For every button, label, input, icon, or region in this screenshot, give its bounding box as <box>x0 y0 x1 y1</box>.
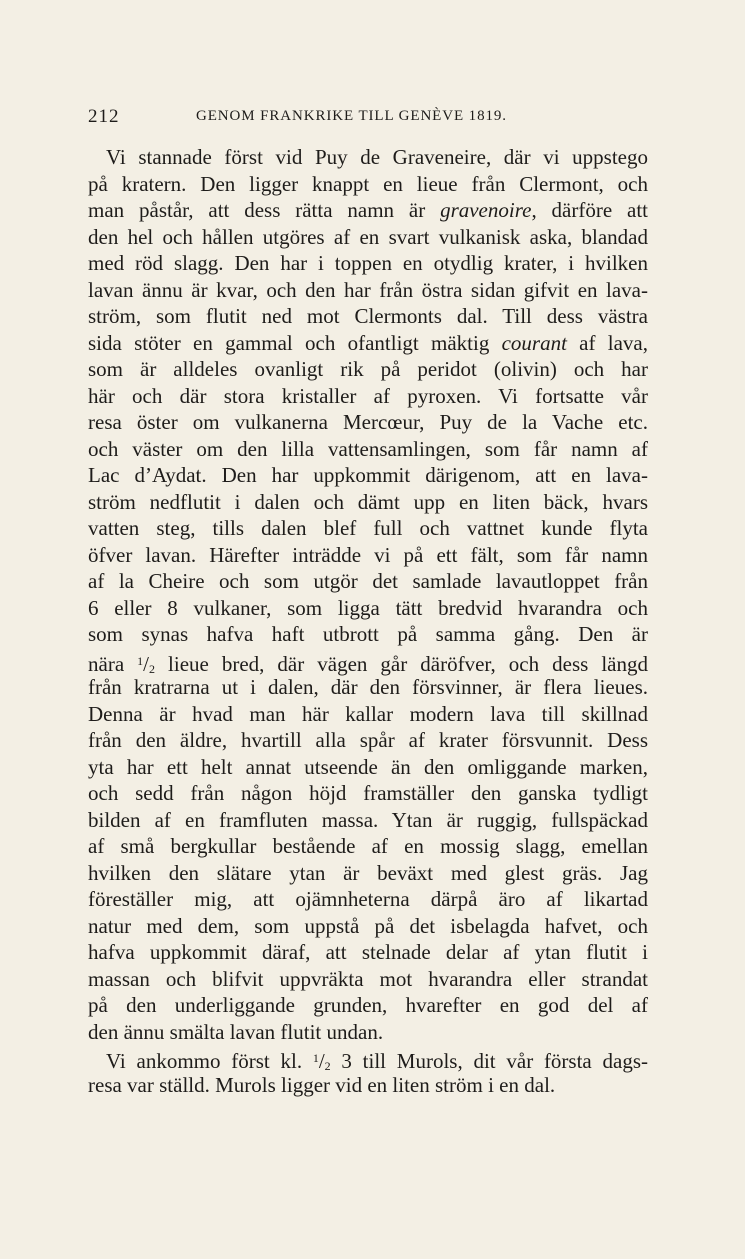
text-line <box>88 542 648 569</box>
line-text: den ännu smälta lavan flutit undan. <box>88 1019 384 1044</box>
text-line <box>88 436 648 463</box>
body-text <box>88 144 648 1098</box>
line-text: 3 till Murols, dit vår första dags- <box>330 1049 648 1073</box>
fraction-slash: / <box>143 651 149 676</box>
line-text: bilden af en framfluten massa. Ytan är ruggig, fullspäckad <box>88 807 648 832</box>
line-text: man påstår, att dess rätta namn är <box>88 198 441 222</box>
page-number: 212 <box>88 106 120 127</box>
page-header <box>88 106 643 130</box>
text-line <box>88 224 648 251</box>
fraction <box>313 1049 331 1073</box>
text-line <box>88 913 648 940</box>
running-title: GENOM FRANKRIKE TILL GENÈVE 1819. <box>196 108 507 124</box>
line-text: ström nedflutit i dalen och dämt upp en liten bäck, hvars <box>88 489 648 514</box>
text-line <box>88 383 648 410</box>
fraction-numerator: 1 <box>137 653 144 668</box>
line-text: sida stöter en gammal och ofantligt mäktig <box>88 330 502 355</box>
text-line <box>88 1072 648 1099</box>
line-text: resa öster om vulkanerna Mercœur, Puy de la Vache etc. <box>88 410 648 434</box>
fraction-denominator: 2 <box>149 661 155 676</box>
text-line <box>88 171 648 198</box>
line-text: föreställer mig, att ojämnheterna därpå äro af likartad <box>88 887 648 911</box>
line-text: Lac d’Aydat. Den har uppkommit därigenom, att en lava- <box>88 463 648 487</box>
line-text: Vi ankommo först kl. <box>106 1049 313 1073</box>
text-line <box>88 250 648 277</box>
line-text: nära <box>88 651 138 676</box>
line-text: från kratrarna ut i dalen, där den försvinner, är flera lieues. <box>88 675 648 699</box>
line-text: af la Cheire och som utgör det samlade lavautloppet från <box>88 569 648 593</box>
line-text: på den underliggande grunden, hvarefter en god del af <box>88 993 648 1017</box>
line-text: som är alldeles ovanligt rik på peridot (olivin) och har <box>88 357 648 381</box>
line-text: 6 eller 8 vulkaner, som ligga tätt bredvid hvarandra och <box>88 595 648 620</box>
line-text: af små bergkullar bestående af en mossig slagg, emellan <box>88 834 648 858</box>
text-line <box>88 303 648 330</box>
text-line <box>88 1045 648 1072</box>
fraction-denominator: 2 <box>324 1059 331 1073</box>
italic-term: courant <box>501 330 567 355</box>
text-line <box>88 515 648 542</box>
text-line <box>88 860 648 887</box>
text-line <box>88 833 648 860</box>
fraction-numerator: 1 <box>312 1051 319 1065</box>
line-text: vatten steg, tills dalen blef full och vattnet kunde flyta <box>88 516 648 540</box>
text-line <box>88 197 648 224</box>
line-text: natur med dem, som uppstå på det isbelagda hafvet, och <box>88 913 648 938</box>
line-text: hvilken den slätare ytan är beväxt med glest gräs. Jag <box>88 860 648 885</box>
text-line <box>88 621 648 648</box>
text-line <box>88 754 648 781</box>
line-text: här och där stora kristaller af pyroxen. Vi fortsatte vår <box>88 383 648 408</box>
line-text: från den äldre, hvartill alla spår af krater försvunnit. Dess <box>88 728 648 752</box>
line-text: , därföre att <box>531 198 648 222</box>
text-line <box>88 780 648 807</box>
text-line <box>88 727 648 754</box>
line-text: Denna är hvad man här kallar modern lava till skillnad <box>88 701 648 726</box>
text-line <box>88 807 648 834</box>
text-line <box>88 648 648 675</box>
line-text: den hel och hållen utgöres af en svart vulkanisk aska, blandad <box>88 224 648 249</box>
line-text: med röd slagg. Den har i toppen en otydlig krater, i hvilken <box>88 251 648 275</box>
italic-term: gravenoire <box>440 198 532 222</box>
line-text: yta har ett helt annat utseende än den omliggande marken, <box>88 754 648 779</box>
line-text: som synas hafva haft utbrott på samma gång. Den är <box>88 622 648 646</box>
line-text: resa var ställd. Murols ligger vid en liten ström i en dal. <box>88 1072 556 1097</box>
text-line <box>88 1019 648 1046</box>
text-line <box>88 277 648 304</box>
line-text: på kratern. Den ligger knappt en lieue från Clermont, och <box>88 171 648 196</box>
text-line <box>88 966 648 993</box>
line-text: lieue bred, där vägen går däröfver, och dess längd <box>155 651 648 676</box>
text-line <box>88 568 648 595</box>
text-line <box>88 356 648 383</box>
line-text: och väster om den lilla vattensamlingen, som får namn af <box>88 436 648 461</box>
text-line <box>88 886 648 913</box>
text-line <box>88 939 648 966</box>
text-line <box>88 674 648 701</box>
text-line <box>88 409 648 436</box>
text-line <box>88 489 648 516</box>
text-line <box>88 144 648 171</box>
text-line <box>88 701 648 728</box>
line-text: massan och blifvit uppvräkta mot hvarandra eller strandat <box>88 966 648 991</box>
fraction <box>137 652 155 676</box>
text-line <box>88 992 648 1019</box>
line-text: öfver lavan. Härefter inträdde vi på ett fält, som får namn <box>88 542 648 567</box>
line-text: af lava, <box>566 330 648 355</box>
line-text: ström, som flutit ned mot Clermonts dal. Till dess västra <box>88 304 648 328</box>
text-line <box>88 462 648 489</box>
fraction-slash: / <box>318 1049 325 1073</box>
text-line <box>88 330 648 357</box>
line-text: och sedd från någon höjd framställer den ganska tydligt <box>88 781 648 805</box>
line-text: Vi stannade först vid Puy de Graveneire, där vi uppstego <box>106 145 648 169</box>
line-text: lavan ännu är kvar, och den har från östra sidan gifvit en lava- <box>88 277 648 302</box>
text-line <box>88 595 648 622</box>
line-text: hafva uppkommit däraf, att stelnade delar af ytan flutit i <box>88 940 648 964</box>
